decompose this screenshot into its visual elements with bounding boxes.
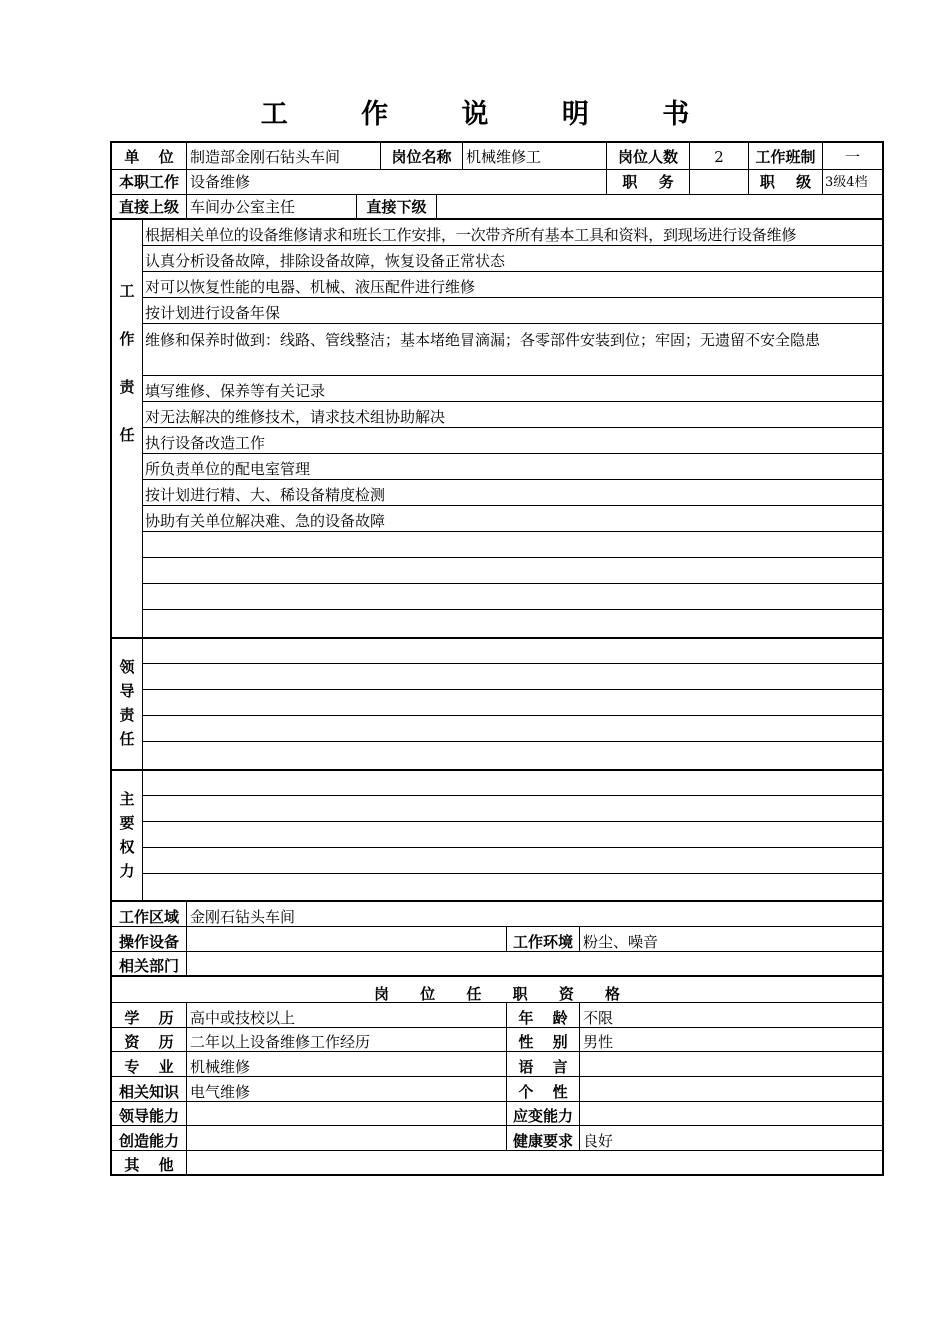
adaptability-label: 应变能力 [512, 1107, 573, 1125]
education-value: 高中或技校以上 [190, 1009, 296, 1027]
work-area-value: 金刚石钻头车间 [190, 908, 296, 926]
health-value: 良好 [583, 1132, 614, 1150]
responsibilities-label: 工 作 责 任 [119, 282, 135, 444]
language-label: 语 言 [518, 1058, 568, 1076]
duty-item-4: 按计划进行设备年保 [145, 304, 281, 322]
work-env-label: 工作环境 [512, 933, 573, 951]
age-value: 不限 [583, 1009, 614, 1027]
superior-value: 车间办公室主任 [190, 198, 296, 216]
work-env-value: 粉尘、噪音 [583, 933, 659, 951]
unit-value: 制造部金刚石钻头车间 [190, 148, 341, 166]
unit-label: 单 位 [124, 148, 174, 166]
main-work-value: 设备维修 [190, 173, 251, 191]
duty-item-11: 协助有关单位解决难、急的设备故障 [145, 512, 386, 530]
experience-value: 二年以上设备维修工作经历 [190, 1033, 371, 1051]
education-label: 学 历 [124, 1009, 174, 1027]
health-label: 健康要求 [512, 1132, 573, 1150]
duty-item-2: 认真分析设备故障，排除设备故障，恢复设备正常状态 [145, 252, 506, 270]
equipment-label: 操作设备 [118, 933, 179, 951]
duty-item-10: 按计划进行精、大、稀设备精度检测 [145, 486, 386, 504]
page-title: 工 作 说 明 书 [260, 99, 722, 130]
related-dept-label: 相关部门 [118, 957, 179, 975]
qualifications-heading: 岗 位 任 职 资 格 [373, 985, 621, 1003]
major-label: 专 业 [124, 1058, 174, 1076]
gender-value: 男性 [583, 1033, 614, 1051]
duty-item-6: 填写维修、保养等有关记录 [145, 382, 326, 400]
position-name-value: 机械维修工 [466, 148, 542, 166]
leadership-label: 领 导 责 任 [119, 658, 135, 748]
main-work-label: 本职工作 [118, 173, 179, 191]
age-label: 年 龄 [518, 1009, 568, 1027]
duty-item-9: 所负责单位的配电室管理 [145, 460, 311, 478]
grade-value: 3级4档 [825, 175, 868, 190]
shift-value: 一 [844, 148, 860, 166]
knowledge-value: 电气维修 [190, 1083, 251, 1101]
experience-label: 资 历 [124, 1033, 174, 1051]
duty-item-5: 维修和保养时做到：线路、管线整洁；基本堵绝冒滴漏；各零部件安装到位；牢固；无遗留不安全隐患 [145, 331, 821, 349]
knowledge-label: 相关知识 [118, 1083, 179, 1101]
superior-label: 直接上级 [118, 198, 179, 216]
creativity-label: 创造能力 [118, 1132, 179, 1150]
position-name-label: 岗位名称 [391, 148, 452, 166]
duty-label: 职 务 [622, 173, 674, 191]
gender-label: 性 别 [518, 1033, 568, 1051]
headcount-label: 岗位人数 [617, 148, 678, 166]
shift-label: 工作班制 [755, 148, 816, 166]
major-value: 机械维修 [190, 1058, 251, 1076]
personality-label: 个 性 [518, 1083, 568, 1101]
duty-item-1: 根据相关单位的设备维修请求和班长工作安排，一次带齐所有基本工具和资料，到现场进行设备维修 [145, 226, 797, 244]
work-area-label: 工作区域 [118, 908, 179, 926]
authority-label: 主 要 权 力 [119, 789, 135, 880]
other-label: 其 他 [124, 1156, 174, 1174]
headcount-value: 2 [714, 148, 724, 166]
grade-label: 职 级 [759, 173, 812, 191]
job-description-form [110, 141, 884, 1176]
duty-item-8: 执行设备改造工作 [145, 434, 266, 452]
duty-item-7: 对无法解决的维修技术，请求技术组协助解决 [145, 408, 446, 426]
duty-item-3: 对可以恢复性能的电器、机械、液压配件进行维修 [145, 278, 476, 296]
leadership-ability-label: 领导能力 [118, 1107, 179, 1125]
subordinate-label: 直接下级 [366, 198, 427, 216]
